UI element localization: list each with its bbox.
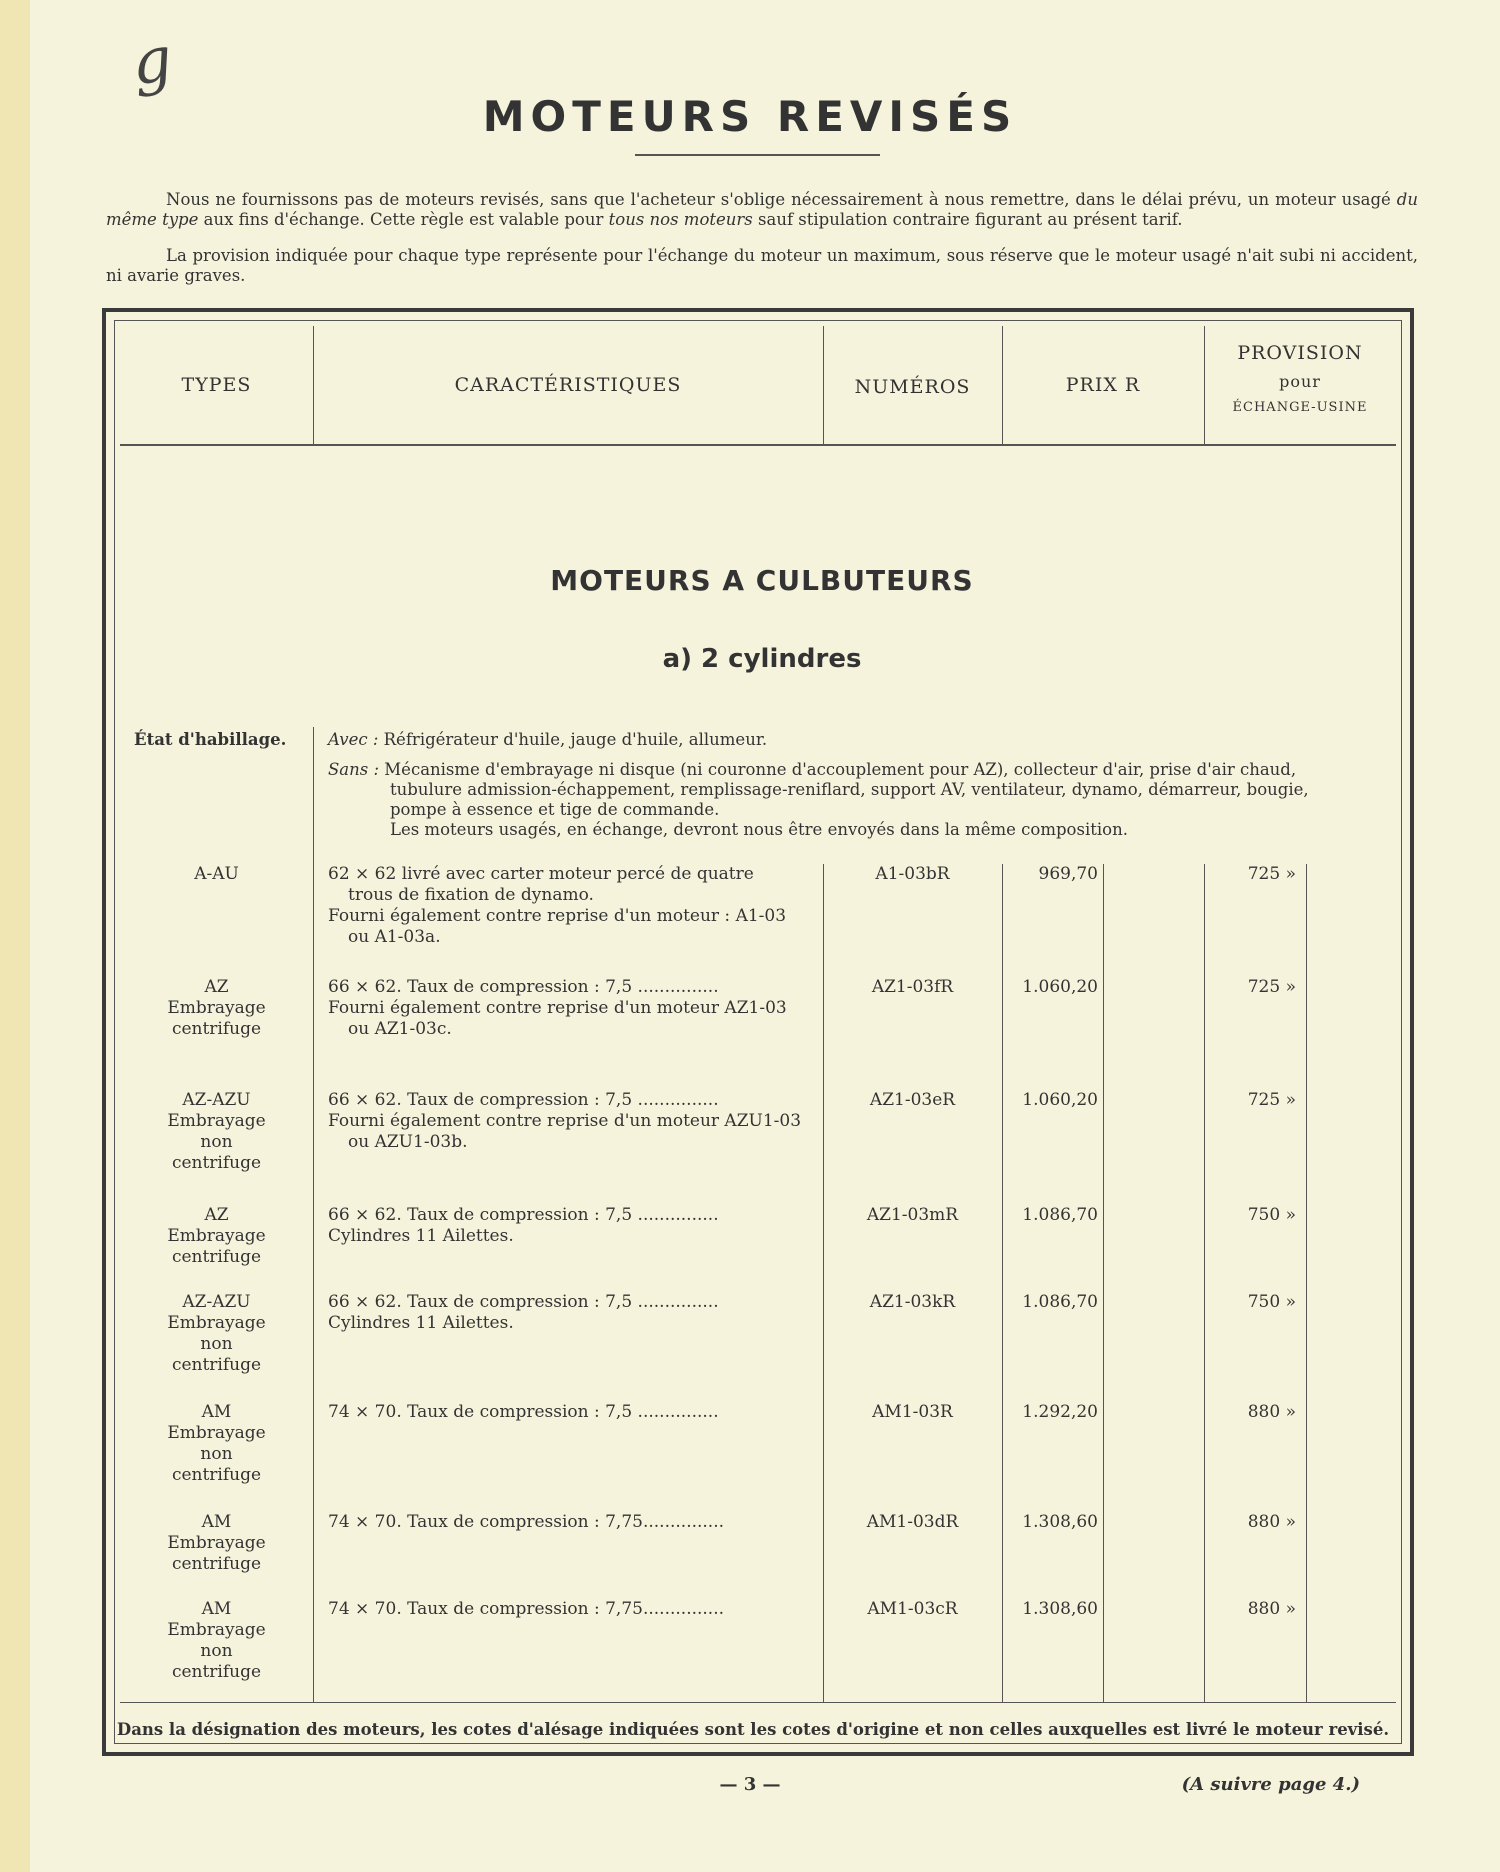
body-divider xyxy=(1103,864,1104,1702)
caracteristique-line: Fourni également contre reprise d'un moteur : A1-03 xyxy=(328,906,787,926)
intro-paragraph-1: Nous ne fournissons pas de moteurs revisés, sans que l'acheteur s'oblige nécessairement à nous remettre, dans le délai prévu, un moteur usagé du même type aux fins d'échange. Cette règle est valable pour tous nos moteurs sauf stipulation contraire figurant au présent tarif. xyxy=(106,190,1418,229)
numero-cell: AZ1-03mR xyxy=(866,1205,959,1225)
provision-cell: 750 » xyxy=(1247,1205,1296,1225)
etat-habillage-label: État d'habillage. xyxy=(134,730,287,749)
handwritten-mark: g xyxy=(127,21,177,100)
provision-cell: 725 » xyxy=(1247,1090,1296,1110)
caracteristique-line: trous de fixation de dynamo. xyxy=(348,885,594,905)
type-line: Embrayage xyxy=(167,1313,266,1333)
header-separator xyxy=(120,444,1396,446)
body-divider xyxy=(313,727,314,1702)
type-line: centrifuge xyxy=(171,1355,262,1375)
caracteristique-line: Cylindres 11 Ailettes. xyxy=(328,1313,514,1333)
prix-cell: 1.308,60 xyxy=(1022,1512,1098,1532)
numero-cell: AZ1-03eR xyxy=(869,1090,956,1110)
type-line: AZ xyxy=(204,977,229,997)
prix-cell: 1.292,20 xyxy=(1022,1402,1098,1422)
caracteristique-line: 66 × 62. Taux de compression : 7,5 ............... xyxy=(328,977,719,997)
type-line: AM xyxy=(201,1512,232,1532)
page-number: — 3 — xyxy=(719,1774,781,1795)
caracteristique-line: Fourni également contre reprise d'un moteur AZ1-03 xyxy=(328,998,787,1018)
caracteristiques-cell xyxy=(328,1205,818,1247)
type-cell xyxy=(120,1205,313,1268)
numero-cell: AM1-03cR xyxy=(867,1599,958,1619)
caracteristique-line: 74 × 70. Taux de compression : 7,5 ............... xyxy=(328,1402,719,1422)
type-line: Embrayage xyxy=(167,1533,266,1553)
numero-cell: AM1-03dR xyxy=(866,1512,959,1532)
caracteristiques-cell xyxy=(328,1599,818,1620)
caracteristique-line: 66 × 62. Taux de compression : 7,5 ............... xyxy=(328,1090,719,1110)
caracteristiques-cell xyxy=(328,1090,818,1153)
type-line: AZ-AZU xyxy=(182,1090,251,1110)
type-line: AZ xyxy=(204,1205,229,1225)
caracteristique-line: 62 × 62 livré avec carter moteur percé de quatre xyxy=(328,864,754,884)
caracteristiques-cell xyxy=(328,977,818,1040)
type-line: centrifuge xyxy=(171,1554,262,1574)
provision-cell: 725 » xyxy=(1247,977,1296,997)
type-line: non xyxy=(200,1334,233,1354)
caracteristiques-cell xyxy=(328,864,818,948)
type-cell xyxy=(120,1599,313,1683)
numero-cell: AZ1-03fR xyxy=(871,977,954,997)
provision-cell: 880 » xyxy=(1247,1599,1296,1619)
page-title: MOTEURS REVISÉS xyxy=(482,92,1018,141)
numero-cell: AM1-03R xyxy=(872,1402,953,1422)
header-numeros: NUMÉROS xyxy=(854,376,971,398)
caracteristique-line: 66 × 62. Taux de compression : 7,5 ............... xyxy=(328,1205,719,1225)
prix-cell: 1.308,60 xyxy=(1022,1599,1098,1619)
caracteristique-line: Fourni également contre reprise d'un moteur AZU1-03 xyxy=(328,1111,802,1131)
type-line: centrifuge xyxy=(171,1662,262,1682)
type-line: centrifuge xyxy=(171,1465,262,1485)
type-line: Embrayage xyxy=(167,1226,266,1246)
prix-cell: 1.060,20 xyxy=(1022,977,1098,997)
caracteristique-line: Cylindres 11 Ailettes. xyxy=(328,1226,514,1246)
numero-cell: A1-03bR xyxy=(875,864,950,884)
caracteristiques-cell xyxy=(328,1402,818,1423)
etat-habillage-text: Avec : Réfrigérateur d'huile, jauge d'huile, allumeur. Sans : Mécanisme d'embrayage ni disque (ni couronne d'accouplement pour AZ), collecteur d'air, prise d'air chaud, tubulure admission-échappement, remplissage-reniflard, support AV, ventilateur, dynamo, démarreur, bougie, pompe à essence et tige de commande. Les moteurs usagés, en échange, devront nous être envoyés dans la même composition. xyxy=(328,730,1309,839)
caracteristiques-cell xyxy=(328,1512,818,1533)
prix-cell: 1.060,20 xyxy=(1022,1090,1098,1110)
prix-cell: 1.086,70 xyxy=(1022,1205,1098,1225)
header-provision: PROVISION xyxy=(1237,342,1363,364)
type-cell xyxy=(120,1292,313,1376)
type-line: Embrayage xyxy=(167,998,266,1018)
caracteristiques-cell xyxy=(328,1292,818,1334)
type-line: non xyxy=(200,1444,233,1464)
title-underline xyxy=(635,154,880,156)
header-echange-usine: ÉCHANGE-USINE xyxy=(1232,400,1368,415)
type-line: centrifuge xyxy=(171,1247,262,1267)
type-cell xyxy=(120,977,313,1040)
type-line: AM xyxy=(201,1402,232,1422)
header-types: TYPES xyxy=(181,374,252,396)
continuation-note: (A suivre page 4.) xyxy=(1181,1774,1360,1795)
type-line: centrifuge xyxy=(171,1153,262,1173)
footer-note: Dans la désignation des moteurs, les cotes d'alésage indiquées sont les cotes d'origine et non celles auxquelles est livré le moteur revisé. xyxy=(116,1720,1390,1739)
page-edge xyxy=(0,0,30,1872)
type-line: non xyxy=(200,1641,233,1661)
provision-cell: 750 » xyxy=(1247,1292,1296,1312)
provision-cell: 880 » xyxy=(1247,1402,1296,1422)
caracteristique-line: ou A1-03a. xyxy=(348,927,441,947)
type-line: AZ-AZU xyxy=(182,1292,251,1312)
numero-cell: AZ1-03kR xyxy=(869,1292,956,1312)
caracteristique-line: 74 × 70. Taux de compression : 7,75............... xyxy=(328,1599,725,1619)
type-line: centrifuge xyxy=(171,1019,262,1039)
section-title: MOTEURS A CULBUTEURS xyxy=(550,564,974,597)
type-cell xyxy=(120,1512,313,1575)
body-divider xyxy=(1306,864,1307,1702)
header-caracteristiques: CARACTÉRISTIQUES xyxy=(454,374,682,396)
intro-paragraph-2: La provision indiquée pour chaque type représente pour l'échange du moteur un maximum, sous réserve que le moteur usagé n'ait subi ni accident, ni avarie graves. xyxy=(106,246,1418,285)
type-line: non xyxy=(200,1132,233,1152)
caracteristique-line: 74 × 70. Taux de compression : 7,75............... xyxy=(328,1512,725,1532)
type-line: Embrayage xyxy=(167,1423,266,1443)
provision-cell: 725 » xyxy=(1247,864,1296,884)
provision-cell: 880 » xyxy=(1247,1512,1296,1532)
prix-cell: 1.086,70 xyxy=(1022,1292,1098,1312)
caracteristique-line: 66 × 62. Taux de compression : 7,5 ............... xyxy=(328,1292,719,1312)
type-line: Embrayage xyxy=(167,1111,266,1131)
type-line: A-AU xyxy=(194,864,239,884)
price-table xyxy=(102,308,1414,1756)
header-prix: PRIX R xyxy=(1065,374,1141,396)
subsection-title: a) 2 cylindres xyxy=(662,644,862,674)
prix-cell: 969,70 xyxy=(1038,864,1098,884)
type-cell xyxy=(120,1402,313,1486)
type-cell xyxy=(120,1090,313,1174)
type-line: AM xyxy=(201,1599,232,1619)
footer-separator xyxy=(120,1702,1396,1703)
caracteristique-line: ou AZU1-03b. xyxy=(348,1132,468,1152)
type-line: Embrayage xyxy=(167,1620,266,1640)
caracteristique-line: ou AZ1-03c. xyxy=(348,1019,452,1039)
type-cell xyxy=(120,864,313,885)
header-pour: pour xyxy=(1279,372,1321,391)
